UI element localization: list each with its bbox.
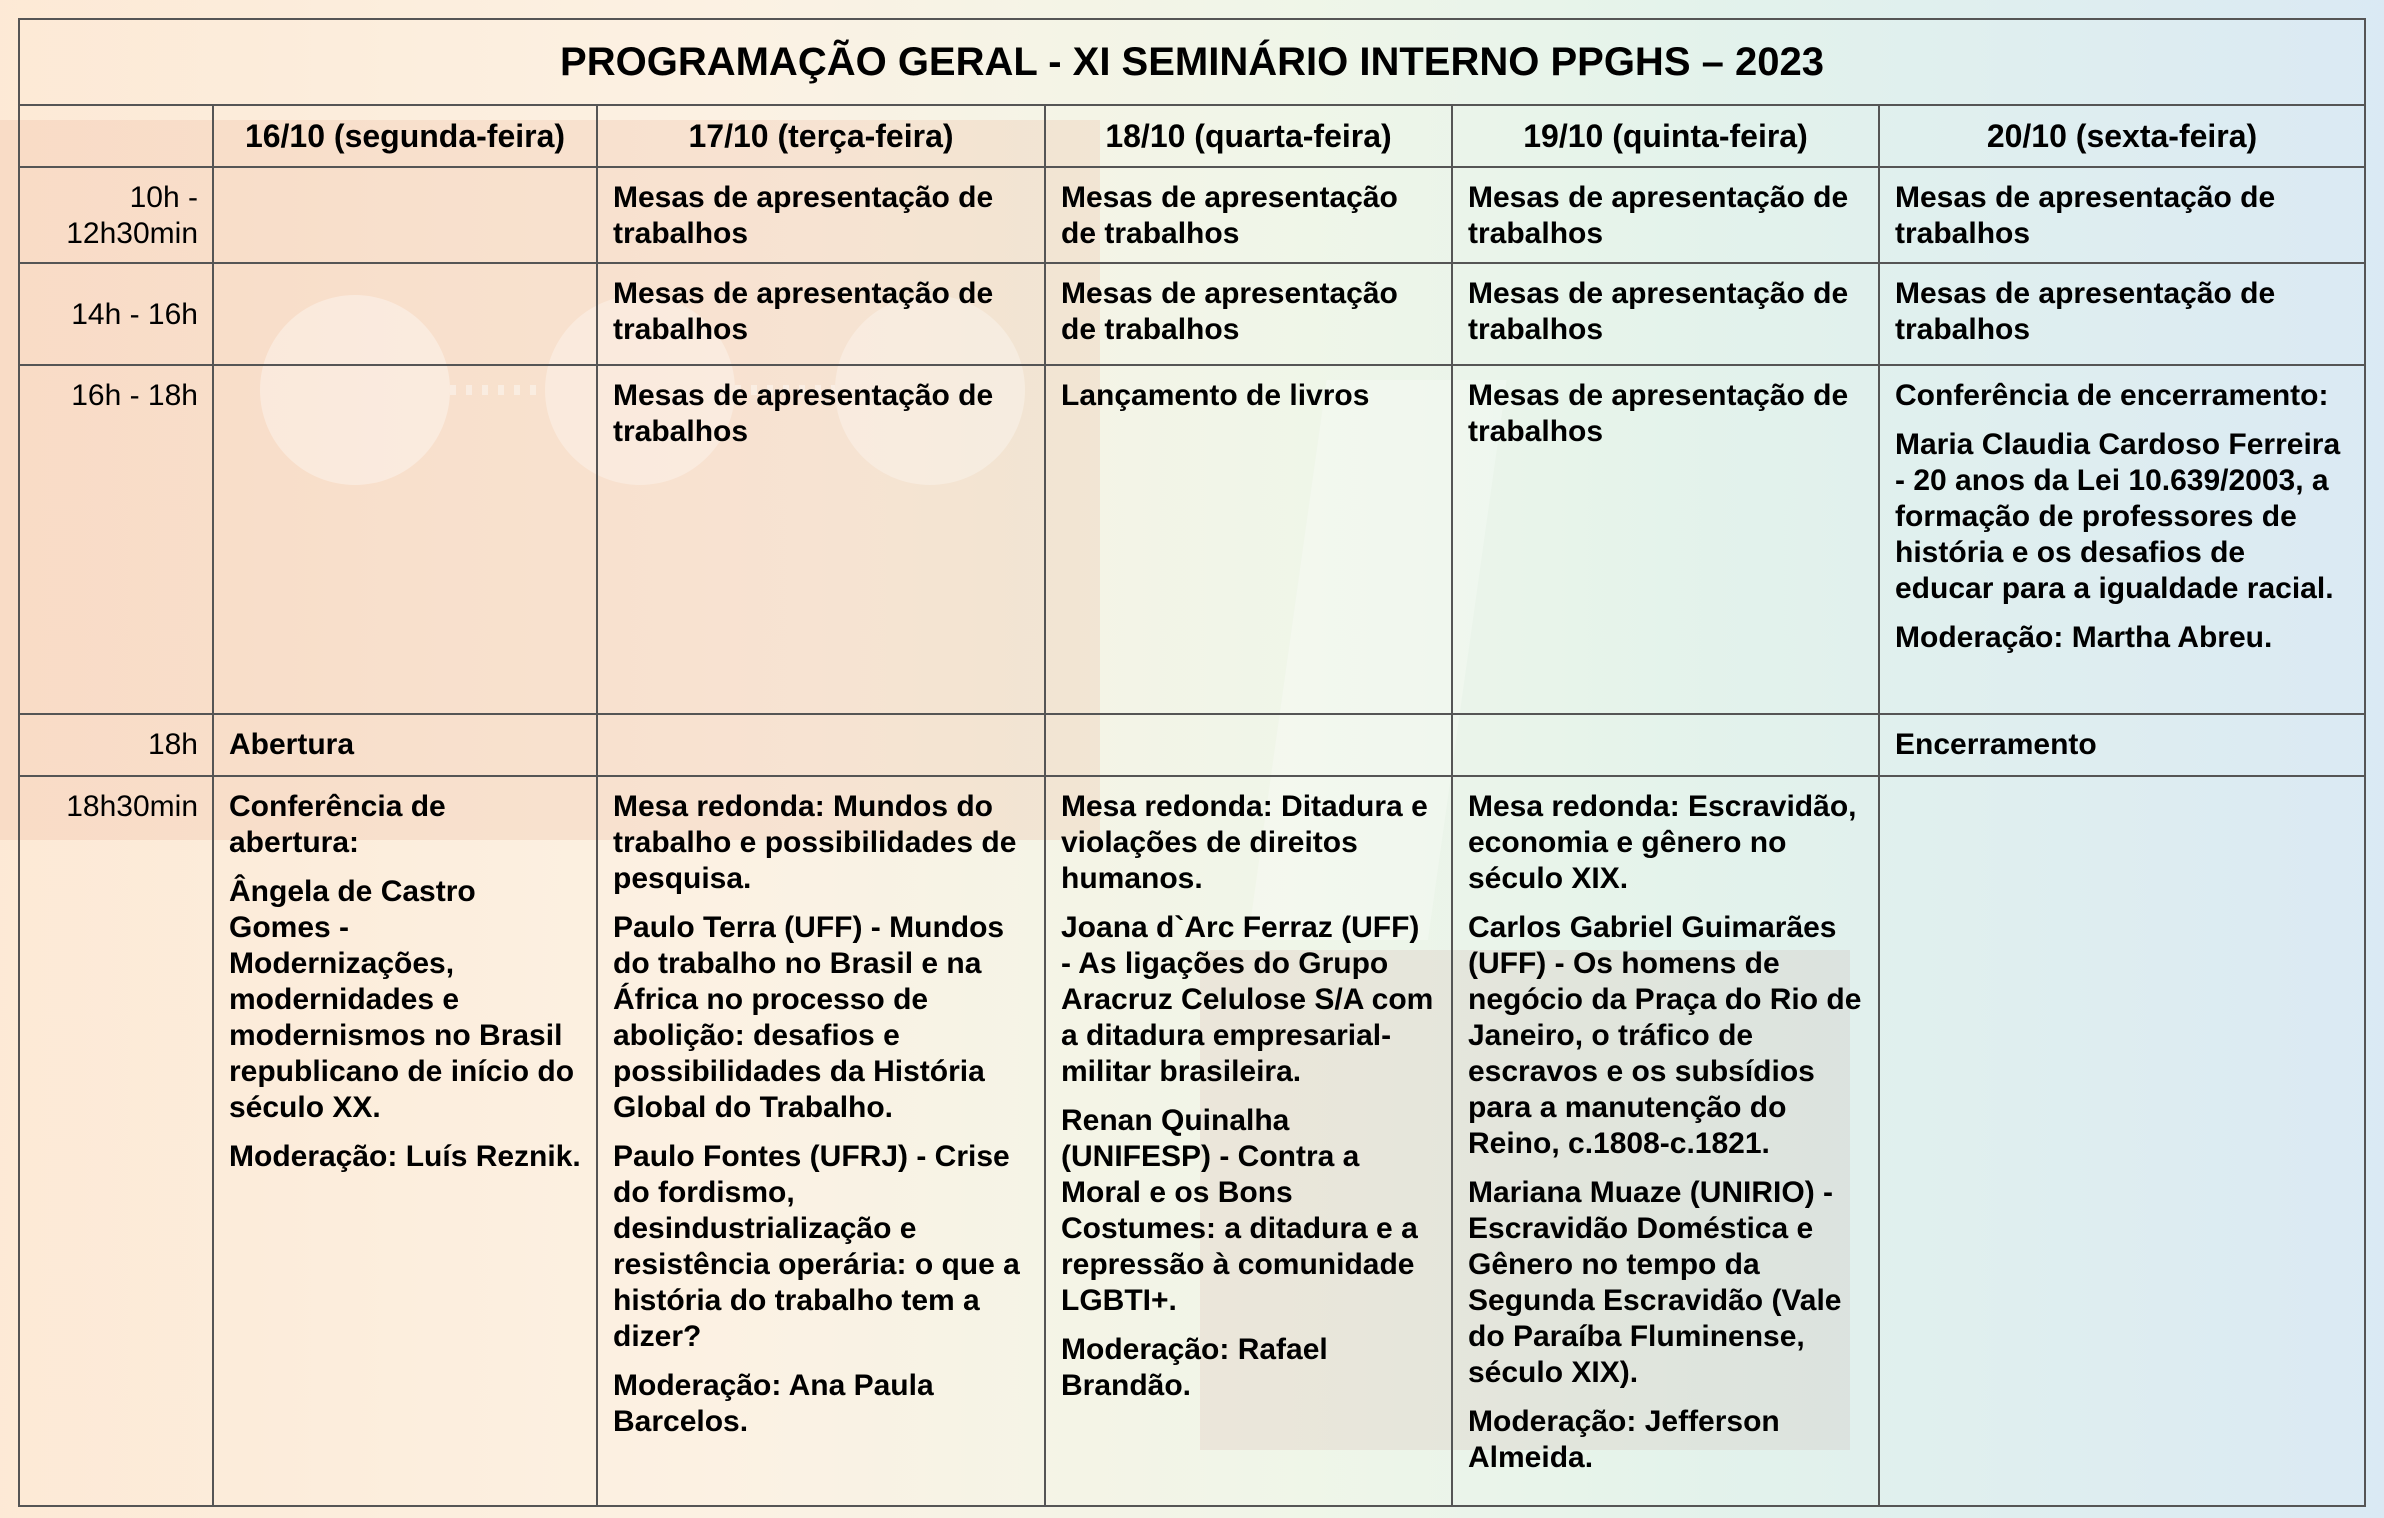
- schedule-cell: [597, 263, 1045, 365]
- time-slot: 16h - 18h: [19, 365, 213, 714]
- schedule-cell: [213, 365, 597, 714]
- session-text: Lançamento de livros: [1061, 379, 1370, 412]
- schedule-table: [18, 18, 2366, 1507]
- schedule-row: [19, 714, 2365, 776]
- schedule-cell: [1452, 714, 1879, 776]
- session-text: Mesas de apresentação de trabalhos: [1061, 277, 1398, 346]
- title-row: [19, 19, 2365, 105]
- schedule-cell: [1879, 167, 2365, 263]
- day-header: 17/10 (terça-feira): [597, 105, 1045, 167]
- schedule-row: [19, 263, 2365, 365]
- schedule-cell: [597, 167, 1045, 263]
- session-text: Moderação: Ana Paula Barcelos.: [613, 1369, 934, 1438]
- schedule-cell: [213, 263, 597, 365]
- session-text: Moderação: Martha Abreu.: [1895, 621, 2273, 654]
- session-text: Mesas de apresentação de trabalhos: [613, 181, 994, 250]
- schedule-cell: [1045, 714, 1452, 776]
- schedule-row: [19, 776, 2365, 1506]
- schedule-cell: [1452, 263, 1879, 365]
- session-text: Abertura: [229, 728, 355, 761]
- session-text: Mesa redonda: Ditadura e violações de direitos humanos.: [1061, 790, 1428, 895]
- schedule-cell: [1045, 776, 1452, 1506]
- schedule-cell: [1879, 263, 2365, 365]
- schedule-cell: [597, 365, 1045, 714]
- session-text: Encerramento: [1895, 728, 2097, 761]
- schedule-cell: [1879, 365, 2365, 714]
- session-text: Joana d`Arc Ferraz (UFF) - As ligações do Grupo Aracruz Celulose S/A com a ditadura empresarial-militar brasileira.: [1061, 911, 1434, 1088]
- session-text: Mariana Muaze (UNIRIO) - Escravidão Doméstica e Gênero no tempo da Segunda Escravidão (Vale do Paraíba Fluminense, século XIX).: [1468, 1176, 1842, 1389]
- day-header: 16/10 (segunda-feira): [213, 105, 597, 167]
- schedule-cell: [213, 714, 597, 776]
- session-text: Conferência de abertura:: [229, 790, 446, 859]
- schedule-cell: [1879, 776, 2365, 1506]
- schedule-cell: [1045, 365, 1452, 714]
- session-text: Carlos Gabriel Guimarães (UFF) - Os homens de negócio da Praça do Rio de Janeiro, o tráfico de escravos e os subsídios para a manutenção do Reino, c.1808-c.1821.: [1468, 911, 1862, 1160]
- schedule-cell: [1452, 776, 1879, 1506]
- time-slot: 18h30min: [19, 776, 213, 1506]
- session-text: Paulo Fontes (UFRJ) - Crise do fordismo, desindustrialização e resistência operária: o que a história do trabalho tem a dizer?: [613, 1140, 1020, 1353]
- time-header-empty: [19, 105, 213, 167]
- time-slot: 10h - 12h30min: [19, 167, 213, 263]
- page-title: PROGRAMAÇÃO GERAL - XI SEMINÁRIO INTERNO PPGHS – 2023: [19, 19, 2365, 105]
- session-text: Mesas de apresentação de trabalhos: [1895, 181, 2276, 250]
- session-text: Moderação: Jefferson Almeida.: [1468, 1405, 1780, 1474]
- session-text: Maria Claudia Cardoso Ferreira - 20 anos da Lei 10.639/2003, a formação de professores de história e os desafios de educar para a igualdade racial.: [1895, 428, 2341, 605]
- session-text: Mesa redonda: Escravidão, economia e gênero no século XIX.: [1468, 790, 1857, 895]
- session-text: Mesas de apresentação de trabalhos: [1468, 379, 1849, 448]
- session-text: Mesa redonda: Mundos do trabalho e possibilidades de pesquisa.: [613, 790, 1017, 895]
- time-slot: 14h - 16h: [19, 263, 213, 365]
- day-header: 19/10 (quinta-feira): [1452, 105, 1879, 167]
- day-header: 18/10 (quarta-feira): [1045, 105, 1452, 167]
- day-header: 20/10 (sexta-feira): [1879, 105, 2365, 167]
- schedule-row: [19, 167, 2365, 263]
- schedule-cell: [213, 776, 597, 1506]
- session-text: Conferência de encerramento:: [1895, 379, 2329, 412]
- session-text: Moderação: Rafael Brandão.: [1061, 1333, 1328, 1402]
- days-header-row: [19, 105, 2365, 167]
- schedule-cell: [1452, 365, 1879, 714]
- schedule-cell: [1452, 167, 1879, 263]
- session-text: Mesas de apresentação de trabalhos: [1061, 181, 1398, 250]
- schedule-cell: [213, 167, 597, 263]
- schedule-cell: [1045, 167, 1452, 263]
- schedule-cell: [597, 714, 1045, 776]
- session-text: Moderação: Luís Reznik.: [229, 1140, 581, 1173]
- session-text: Paulo Terra (UFF) - Mundos do trabalho no Brasil e na África no processo de abolição: desafios e possibilidades da História Global do Trabalho.: [613, 911, 1005, 1124]
- session-text: Mesas de apresentação de trabalhos: [1895, 277, 2276, 346]
- schedule-cell: [597, 776, 1045, 1506]
- session-text: Mesas de apresentação de trabalhos: [1468, 181, 1849, 250]
- session-text: Renan Quinalha (UNIFESP) - Contra a Moral e os Bons Costumes: a ditadura e a repressão à comunidade LGBTI+.: [1061, 1104, 1418, 1317]
- schedule-cell: [1879, 714, 2365, 776]
- session-text: Ângela de Castro Gomes - Modernizações, modernidades e modernismos no Brasil republicano de início do século XX.: [229, 875, 575, 1124]
- schedule-row: [19, 365, 2365, 714]
- session-text: Mesas de apresentação de trabalhos: [613, 379, 994, 448]
- session-text: Mesas de apresentação de trabalhos: [1468, 277, 1849, 346]
- schedule-cell: [1045, 263, 1452, 365]
- time-slot: 18h: [19, 714, 213, 776]
- session-text: Mesas de apresentação de trabalhos: [613, 277, 994, 346]
